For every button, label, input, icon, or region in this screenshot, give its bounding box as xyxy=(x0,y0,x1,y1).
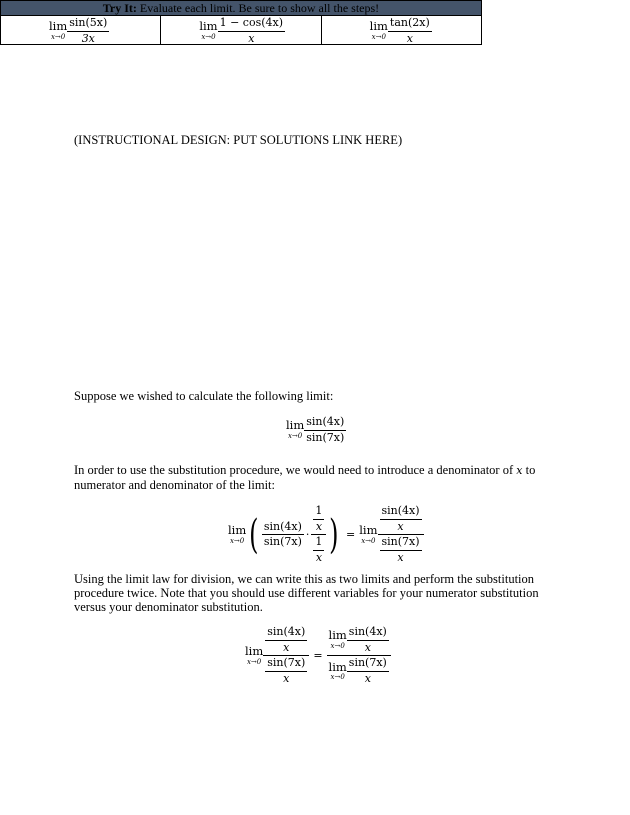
denominator: x xyxy=(248,31,255,45)
lim-subscript: x→0 xyxy=(371,32,386,41)
lim-subscript: x→0 xyxy=(287,431,303,440)
problem-cell-3 xyxy=(321,16,481,45)
numerator: 1 − cos(4x) xyxy=(218,17,285,32)
lim-label: lim xyxy=(286,418,305,433)
denominator: 3x xyxy=(81,31,95,45)
try-it-header xyxy=(1,1,482,16)
try-it-label: Try It: xyxy=(102,1,137,15)
left-paren: ( xyxy=(249,511,259,558)
right-paren: ) xyxy=(329,511,339,558)
equation-1 xyxy=(286,416,346,444)
numerator: tan(2x) xyxy=(388,17,432,32)
denominator: sin(7x) xyxy=(306,430,345,444)
problem-cell-1 xyxy=(1,16,161,45)
lim-subscript: x→0 xyxy=(201,32,216,41)
lim-label: lim xyxy=(199,19,218,34)
numerator: sin(4x) xyxy=(304,416,346,431)
lim-subscript: x→0 xyxy=(50,32,66,41)
denominator: x xyxy=(406,31,413,45)
lim-label: lim xyxy=(49,19,68,34)
equation-3: lim x→0 $\frac{\frac{\sin(4x)}{x}}{\frac{\sin(7x)}{x}}$ = lim x→0 $\frac{\sin(4x)}{x}$ lim x→0 $\frac{\sin(7x)}{x}$ xyxy=(245,626,391,686)
lim-label: lim xyxy=(369,19,388,34)
try-it-table xyxy=(0,0,482,45)
problem-cell-2 xyxy=(161,16,321,45)
paragraph-2: In order to use the substitution procedure, we would need to introduce a denominator of x to numerator and denominator of the limit: xyxy=(74,463,536,492)
numerator: sin(5x) xyxy=(67,17,109,32)
paragraph-1: Suppose we wished to calculate the following limit: xyxy=(74,389,334,403)
solutions-note: (INSTRUCTIONAL DESIGN: PUT SOLUTIONS LINK HERE) xyxy=(74,133,403,147)
paragraph-3: Using the limit law for division, we can write this as two limits and perform the substitution procedure twice. Note that you should use different variables for your numerator substitution versus your denominator substitution. xyxy=(74,572,539,614)
equation-2: lim x→0 ( $\frac{\sin(4x)}{\sin(7x)}$ · $\frac{\frac{1}{x}}{\frac{1}{x}}$ ) = lim x→0 $\frac{\frac{\sin(4x)}{x}}{\frac{\sin(7x)}{x}}$ xyxy=(228,505,424,565)
try-it-instructions: Evaluate each limit. Be sure to show all the steps! xyxy=(136,1,380,15)
